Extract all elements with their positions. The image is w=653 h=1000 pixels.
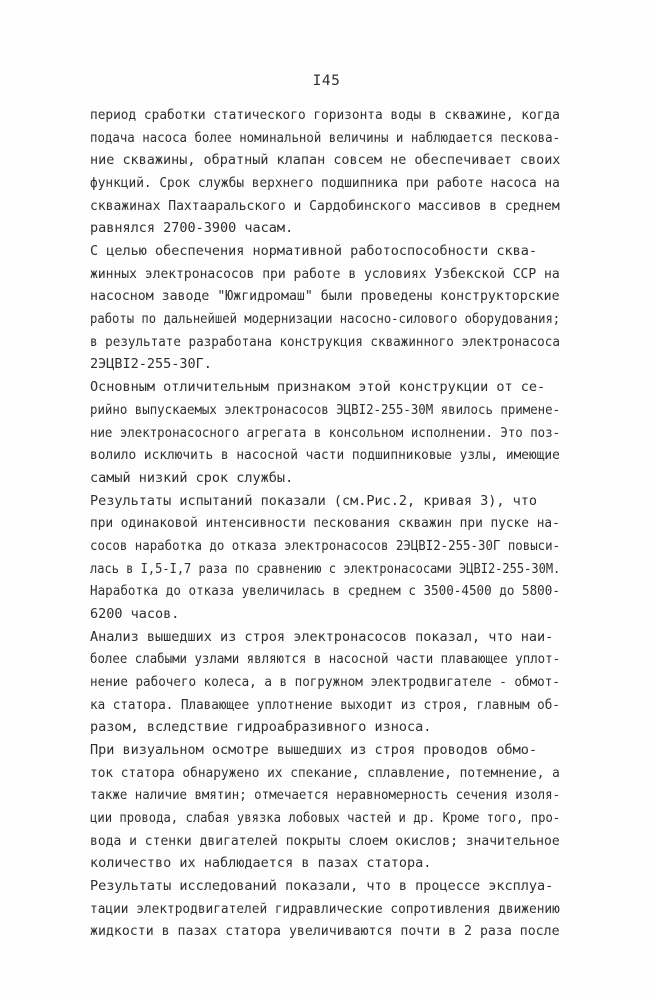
text-line: С целью обеспечения нормативной работоспособности сква- bbox=[90, 243, 538, 260]
text-line: жидкости в пазах статора увеличиваются почти в 2 раза после bbox=[90, 923, 560, 940]
text-line: в результате разработана конструкция скважинного электронасоса bbox=[90, 333, 560, 350]
text-line: самый низкий срок службы. bbox=[90, 469, 294, 486]
text-line: Результаты испытаний показали (см.Рис.2, кривая 3), что bbox=[90, 492, 538, 509]
text-line: ции провода, слабая увязка лобовых частей и др. Кроме того, про- bbox=[90, 810, 561, 827]
text-line: вода и стенки двигателей покрыты слоем окислов; значительное bbox=[90, 832, 560, 849]
text-line: Анализ вышедших из строя электронасосов показал, что наи- bbox=[90, 628, 554, 645]
text-line: сосов наработка до отказа электронасосов 2ЭЦВI2-255-30Г повыси- bbox=[90, 537, 561, 554]
text-line: Наработка до отказа увеличилась в среднем с 3500-4500 до 5800- bbox=[90, 583, 560, 600]
text-line: подача насоса более номинальной величины и наблюдается пескова- bbox=[90, 129, 561, 146]
text-line: нение рабочего колеса, а в погружном электродвигателе - обмот- bbox=[90, 674, 560, 690]
text-line: ка статора. Плавающее уплотнение выходит из строя, главным об- bbox=[90, 696, 560, 713]
text-line: волило исключить в насосной части подшипниковые узлы, имеющие bbox=[90, 447, 560, 464]
text-line: при одинаковой интенсивности пескования скважин при пуске на- bbox=[90, 515, 560, 532]
text-line: тации электродвигателей гидравлические сопротивления движению bbox=[90, 900, 560, 917]
text-line: лась в I,5-I,7 раза по сравнению с электронасосами ЭЦВI2-255-30М. bbox=[90, 560, 561, 577]
text-line: насосном заводе "Южгидромаш" были проведены конструкторские bbox=[90, 288, 560, 305]
text-line: работы по дальнейшей модернизации насосно-силового оборудования; bbox=[90, 311, 561, 328]
text-line: 2ЭЦВI2-255-30Г. bbox=[90, 356, 212, 373]
text-line: ние скважины, обратный клапан совсем не обеспечивает своих bbox=[90, 152, 561, 169]
text-line: также наличие вмятин; отмечается неравномерность сечения изоля- bbox=[90, 787, 561, 804]
text-line: ток статора обнаружено их спекание, сплавление, потемнение, а bbox=[90, 764, 560, 781]
text-line: более слабыми узлами являются в насосной части плавающее уплот- bbox=[90, 651, 561, 668]
text-line: жинных электронасосов при работе в условиях Узбекской ССР на bbox=[90, 265, 560, 282]
text-line: Основным отличительным признаком этой конструкции от се- bbox=[90, 379, 546, 396]
text-line: Результаты исследований показали, что в процессе эксплуа- bbox=[90, 878, 554, 895]
text-line: 6200 часов. bbox=[90, 605, 180, 622]
text-line: количество их наблюдается в пазах статора. bbox=[90, 855, 432, 872]
text-line: равнялся 2700-3900 часам. bbox=[90, 220, 294, 237]
text-line: функций. Срок службы верхнего подшипника при работе насоса на bbox=[90, 175, 560, 192]
text-line: скважинах Пахтааральского и Сардобинского массивов в среднем bbox=[90, 197, 560, 214]
text-line: разом, вследствие гидроабразивного износа. bbox=[90, 719, 432, 736]
text-line: рийно выпускаемых электронасосов ЭЦВI2-255-30М явилось примене- bbox=[90, 401, 561, 418]
page-number: I45 bbox=[312, 73, 341, 89]
text-line: ние электронасосного агрегата в консольном исполнении. Это поз- bbox=[90, 424, 561, 441]
text-line: период сработки статического горизонта воды в скважине, когда bbox=[90, 107, 560, 123]
text-line: При визуальном осмотре вышедших из строя проводов обмо- bbox=[90, 742, 538, 759]
